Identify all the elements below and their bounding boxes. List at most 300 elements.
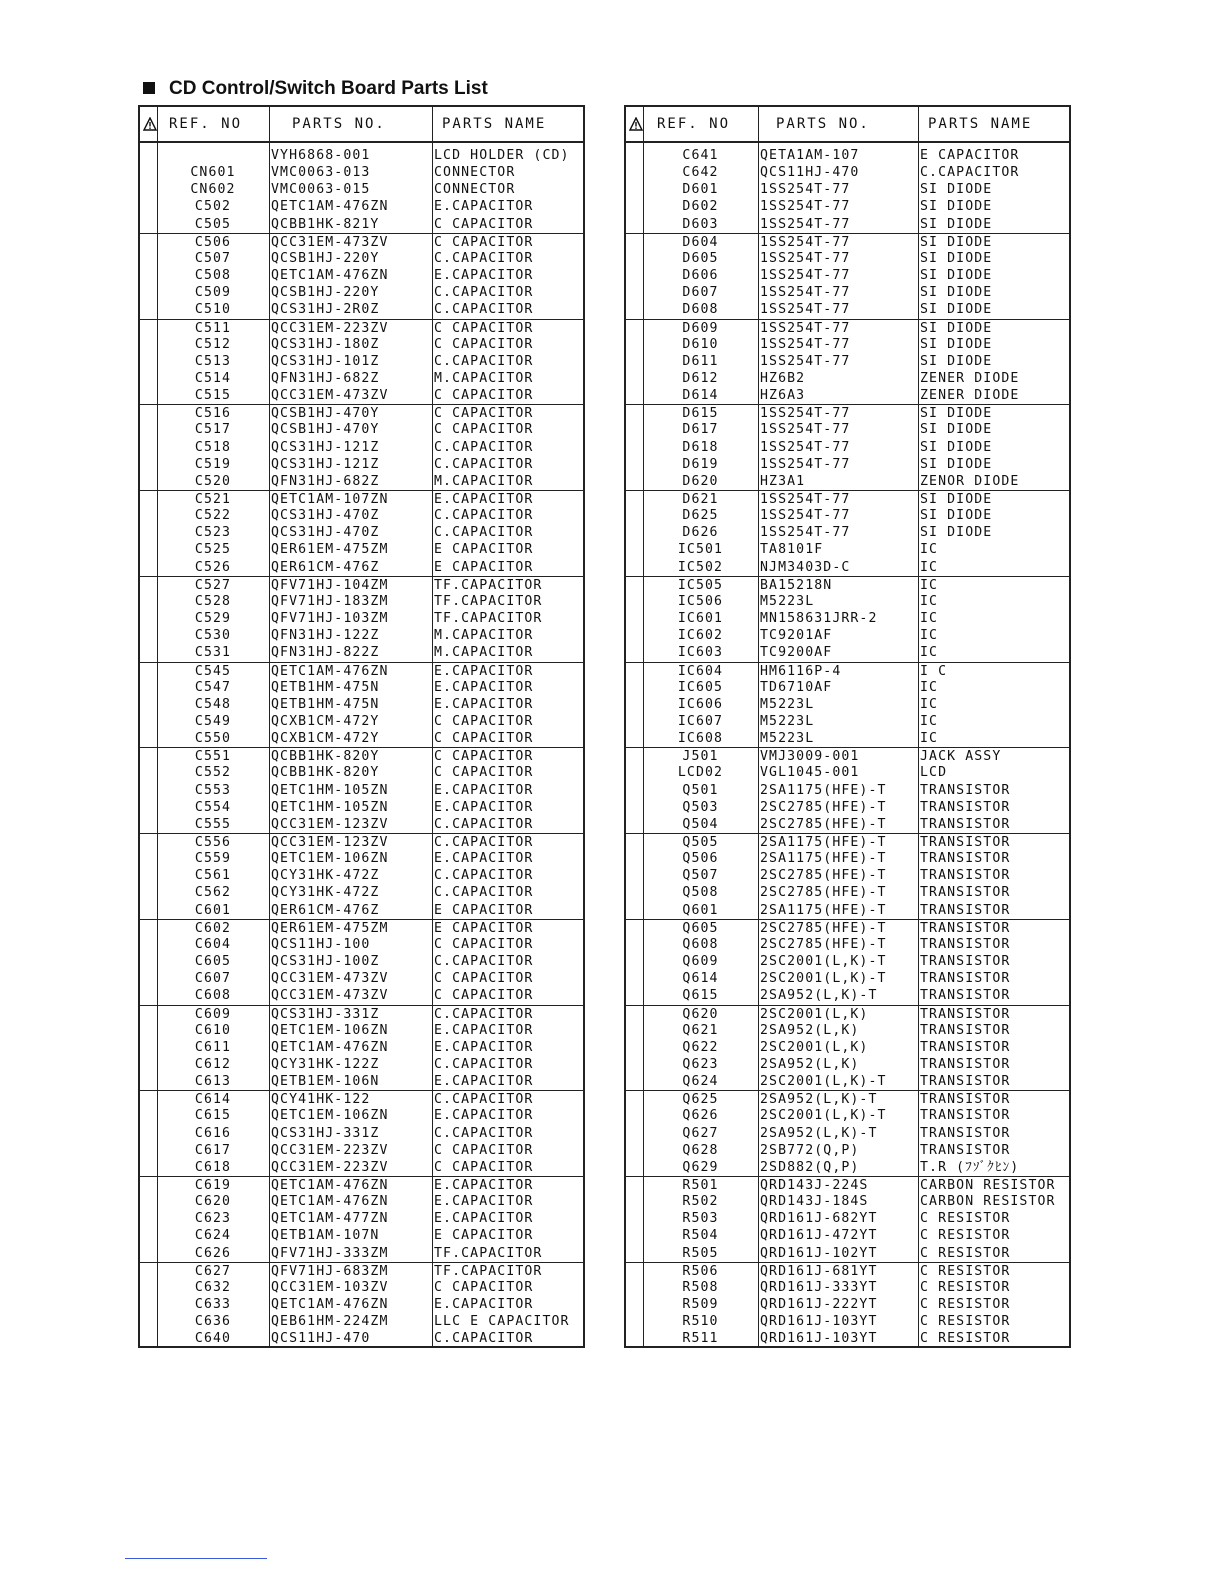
ref-no-cell: C607 [194,971,232,987]
parts-no-cell: QCC31EM-123ZV [271,835,389,850]
parts-name-cell: SI DIODE [920,216,993,232]
parts-no-cell: 1SS254T-77 [760,456,851,472]
parts-no-cell: 1SS254T-77 [760,285,851,301]
parts-no-cell: HM6116P-4 [760,663,842,679]
parts-no-cell: QETC1AM-476ZN [271,1297,389,1313]
parts-no-cell: 2SC2001(L,K)-T [760,1074,887,1090]
parts-no-cell: QCY41HK-122 [271,1092,371,1108]
table-row [626,1022,1069,1039]
parts-name-cell: IC [920,559,939,575]
table-row [626,833,1069,851]
table-row [626,782,1069,799]
table-row [626,902,1069,919]
parts-no-cell: 2SA952(L,K) [760,1056,860,1072]
ref-no-cell: C553 [194,782,232,798]
table-header [626,107,1069,143]
parts-name-cell: C.CAPACITOR [434,868,534,884]
parts-name-cell: SI DIODE [920,250,993,266]
ref-no-cell: R508 [682,1279,719,1295]
parts-no-cell: QRD161J-103YT [760,1331,878,1347]
parts-no-cell: M5223L [760,713,815,729]
ref-no-cell: C640 [194,1331,232,1347]
table-row [140,1245,583,1262]
ref-no-cell: C604 [194,936,232,952]
parts-name-cell: C CAPACITOR [434,1279,534,1295]
parts-name-cell: C CAPACITOR [434,936,534,952]
table-row [626,1296,1069,1313]
parts-no-cell: QETC1EM-106ZN [271,1022,389,1038]
parts-no-cell: 2SC2001(L,K) [760,1039,869,1055]
parts-name-cell: TF.CAPACITOR [434,593,543,609]
parts-no-cell: VMC0063-013 [271,165,371,181]
ref-no-cell: D612 [682,370,719,386]
ref-no-cell: R510 [682,1314,719,1330]
parts-name-cell: TRANSISTOR [920,988,1011,1004]
ref-no-cell: R505 [682,1245,719,1261]
parts-no-cell: 2SA1175(HFE)-T [760,902,887,918]
header-parts-no: PARTS NO. [776,116,870,132]
parts-no-cell: QCS31HJ-331Z [271,1006,380,1022]
parts-name-cell: TRANSISTOR [920,782,1011,798]
parts-name-cell: E.CAPACITOR [434,799,534,815]
parts-name-cell: IC [920,611,939,627]
ref-no-cell: IC502 [677,559,724,575]
table-row [626,884,1069,901]
ref-no-cell: C530 [194,628,232,644]
table-row [626,404,1069,422]
table-row [140,1039,583,1056]
parts-no-cell: QCC31EM-473ZV [271,388,389,404]
table-row [626,1210,1069,1227]
table-row [626,1279,1069,1296]
parts-name-cell: C RESISTOR [920,1297,1011,1313]
table-row [626,559,1069,576]
parts-no-cell: QCY31HK-472Z [271,885,380,901]
table-row [626,353,1069,370]
parts-name-cell: C.CAPACITOR [434,525,534,541]
ref-no-cell: CN601 [190,165,236,181]
table-row [626,181,1069,198]
table-row [626,421,1069,438]
parts-no-cell: 1SS254T-77 [760,250,851,266]
parts-name-cell: C CAPACITOR [434,1159,534,1175]
ref-no-cell: IC605 [677,679,724,695]
ref-no-cell: D601 [682,182,719,198]
ref-no-cell: C531 [194,645,232,661]
parts-no-cell: QER61CM-476Z [271,902,380,918]
parts-no-cell: HZ3A1 [760,473,806,489]
table-row [140,833,583,851]
bullet-square-icon [143,82,155,94]
ref-no-cell: C509 [194,285,232,301]
parts-name-cell: TRANSISTOR [920,902,1011,918]
table-row [626,867,1069,884]
parts-no-cell: TC9201AF [760,628,833,644]
parts-name-cell: M.CAPACITOR [434,370,534,386]
ref-no-cell: D607 [682,285,719,301]
table-row [626,970,1069,987]
parts-no-cell: QCC31EM-473ZV [271,234,389,250]
table-row [140,473,583,490]
parts-no-cell: M5223L [760,593,815,609]
table-row [140,164,583,181]
table-row [140,336,583,353]
ref-no-cell: C602 [194,920,232,936]
ref-no-cell: Q506 [682,851,719,867]
table-row [626,233,1069,251]
table-row [626,610,1069,627]
parts-name-cell: C.CAPACITOR [434,1331,534,1347]
table-row [140,1090,583,1108]
parts-name-cell: SI DIODE [920,199,993,215]
table-row [626,747,1069,765]
table-row [140,884,583,901]
table-row [140,576,583,594]
parts-no-cell: QCS11HJ-470 [271,1331,371,1347]
ref-no-cell: R509 [682,1297,719,1313]
table-header [140,107,583,143]
ref-no-cell: C554 [194,799,232,815]
parts-no-cell: QER61CM-476Z [271,559,380,575]
parts-no-cell: QCSB1HJ-220Y [271,285,380,301]
ref-no-cell: D615 [682,406,719,422]
table-row [140,267,583,284]
parts-no-cell: VMJ3009-001 [760,749,860,765]
parts-name-cell: IC [920,628,939,644]
parts-name-cell: E CAPACITOR [434,559,534,575]
parts-name-cell: T.R (ﾌｿﾞｸﾋﾝ) [920,1159,1020,1175]
ref-no-cell: C529 [194,611,232,627]
parts-no-cell: 2SC2001(L,K)-T [760,954,887,970]
parts-name-cell: TRANSISTOR [920,954,1011,970]
parts-name-cell: TRANSISTOR [920,851,1011,867]
parts-no-cell: 1SS254T-77 [760,508,851,524]
ref-no-cell: Q622 [682,1039,719,1055]
parts-name-cell: E CAPACITOR [434,920,534,936]
table-row [140,593,583,610]
parts-name-cell: M.CAPACITOR [434,645,534,661]
table-row [140,1296,583,1313]
ref-no-cell: Q623 [682,1056,719,1072]
ref-no-cell: C627 [194,1263,232,1279]
ref-no-cell: D603 [682,216,719,232]
table-row [626,713,1069,730]
ref-no-cell: Q620 [682,1006,719,1022]
ref-no-cell: C609 [194,1006,232,1022]
ref-no-cell: Q601 [682,902,719,918]
parts-no-cell: MN158631JRR-2 [760,611,878,627]
table-row [140,627,583,644]
parts-name-cell: LCD [920,765,948,781]
ref-no-cell: R511 [682,1331,719,1347]
parts-name-cell: SI DIODE [920,182,993,198]
ref-no-cell: C612 [194,1056,232,1072]
table-row [140,713,583,730]
table-row [140,610,583,627]
parts-name-cell: SI DIODE [920,268,993,284]
parts-no-cell: QCSB1HJ-470Y [271,406,380,422]
table-row [140,507,583,524]
ref-no-cell: C516 [194,406,232,422]
ref-no-cell: IC602 [677,628,724,644]
parts-name-cell: IC [920,577,939,593]
ref-no-cell: C632 [194,1279,232,1295]
header-parts-no: PARTS NO. [292,116,386,132]
table-row [626,284,1069,301]
table-row [140,456,583,473]
parts-no-cell: QETC1AM-107ZN [271,492,389,507]
table-row [140,782,583,799]
table-row [626,319,1069,337]
parts-name-cell: SI DIODE [920,525,993,541]
parts-name-cell: C.CAPACITOR [434,456,534,472]
parts-no-cell: 1SS254T-77 [760,268,851,284]
parts-no-cell: 1SS254T-77 [760,422,851,438]
parts-no-cell: QCS31HJ-180Z [271,336,380,352]
parts-no-cell: QRD161J-103YT [760,1314,878,1330]
table-row [626,1313,1069,1330]
table-row [140,1107,583,1124]
parts-no-cell: QFV71HJ-333ZM [271,1245,389,1261]
table-row [140,1227,583,1244]
parts-name-cell: C CAPACITOR [434,422,534,438]
table-row [626,198,1069,215]
page-title-text: CD Control/Switch Board Parts List [169,78,488,99]
parts-no-cell: QETA1AM-107 [760,148,860,163]
parts-no-cell: NJM3403D-C [760,559,851,575]
table-row [140,301,583,318]
ref-no-cell: C633 [194,1297,232,1313]
ref-no-cell: C614 [194,1092,232,1108]
parts-no-cell: 2SA1175(HFE)-T [760,782,887,798]
table-row [626,216,1069,233]
parts-name-cell: IC [920,645,939,661]
parts-name-cell: C.CAPACITOR [920,165,1020,181]
parts-name-cell: C.CAPACITOR [434,508,534,524]
table-row [626,576,1069,594]
ref-no-cell: Q624 [682,1074,719,1090]
parts-no-cell: QCS31HJ-121Z [271,439,380,455]
parts-name-cell: C.CAPACITOR [434,885,534,901]
ref-no-cell: Q615 [682,988,719,1004]
table-row [140,181,583,198]
parts-name-cell: CARBON RESISTOR [920,1194,1056,1210]
parts-name-cell: TRANSISTOR [920,971,1011,987]
ref-no-cell: C615 [194,1108,232,1124]
ref-no-cell: C551 [194,749,232,765]
parts-no-cell: 2SA952(L,K)-T [760,988,878,1004]
ref-no-cell: IC505 [677,577,724,593]
parts-name-cell: TRANSISTOR [920,936,1011,952]
parts-name-cell: C CAPACITOR [434,320,534,336]
parts-name-cell: E.CAPACITOR [434,782,534,798]
parts-no-cell: QFN31HJ-682Z [271,473,380,489]
ref-no-cell: C519 [194,456,232,472]
parts-no-cell: 2SC2001(L,K) [760,1006,869,1022]
parts-name-cell: IC [920,542,939,558]
parts-no-cell: QETB1HM-475N [271,679,380,695]
parts-name-cell: C RESISTOR [920,1211,1011,1227]
parts-name-cell: C.CAPACITOR [434,439,534,455]
parts-no-cell: 2SA1175(HFE)-T [760,835,887,850]
ref-no-cell: C523 [194,525,232,541]
parts-no-cell: VGL1045-001 [760,765,860,781]
parts-name-cell: M.CAPACITOR [434,473,534,489]
table-row [140,970,583,987]
ref-no-cell: Q621 [682,1022,719,1038]
parts-no-cell: QETC1AM-476ZN [271,663,389,679]
parts-no-cell: QFV71HJ-683ZM [271,1263,389,1279]
table-row [626,1159,1069,1176]
ref-no-cell: Q503 [682,799,719,815]
ref-no-cell: C514 [194,370,232,386]
parts-no-cell: QETB1AM-107N [271,1228,380,1244]
parts-no-cell: QCS31HJ-331Z [271,1125,380,1141]
ref-no-cell: C605 [194,954,232,970]
parts-name-cell: JACK ASSY [920,749,1002,765]
parts-no-cell: 1SS254T-77 [760,302,851,318]
parts-name-cell: C RESISTOR [920,1263,1011,1279]
ref-no-cell: R501 [682,1178,719,1193]
table-row [626,147,1069,164]
ref-no-cell: C518 [194,439,232,455]
table-row [626,764,1069,781]
ref-no-cell: C548 [194,696,232,712]
parts-no-cell: QCC31EM-223ZV [271,320,389,336]
parts-name-cell: TRANSISTOR [920,1142,1011,1158]
table-row [626,267,1069,284]
parts-name-cell: E.CAPACITOR [434,492,534,507]
table-row [140,1313,583,1330]
parts-no-cell: QFV71HJ-183ZM [271,593,389,609]
ref-no-cell: C608 [194,988,232,1004]
ref-no-cell: C610 [194,1022,232,1038]
parts-name-cell: IC [920,731,939,747]
table-row [140,439,583,456]
ref-no-cell: C552 [194,765,232,781]
parts-name-cell: C CAPACITOR [434,749,534,765]
parts-no-cell: QETC1HM-105ZN [271,799,389,815]
parts-no-cell: 1SS254T-77 [760,525,851,541]
header-ref-no: REF. NO [169,116,243,132]
ref-no-cell: C511 [194,320,232,336]
parts-no-cell: 2SD882(Q,P) [760,1159,860,1175]
parts-no-cell: HZ6A3 [760,388,806,404]
parts-name-cell: C CAPACITOR [434,765,534,781]
ref-no-cell: C526 [194,559,232,575]
table-row [626,1073,1069,1090]
table-row [626,953,1069,970]
parts-name-cell: CARBON RESISTOR [920,1178,1056,1193]
table-row [626,987,1069,1004]
ref-no-cell: C559 [194,851,232,867]
parts-name-cell: C RESISTOR [920,1228,1011,1244]
parts-name-cell: SI DIODE [920,336,993,352]
parts-name-cell: TRANSISTOR [920,1092,1011,1108]
parts-no-cell: QETB1HM-475N [271,696,380,712]
parts-no-cell: 2SA952(L,K)-T [760,1092,878,1108]
parts-no-cell: TC9200AF [760,645,833,661]
ref-no-cell: Q504 [682,816,719,832]
ref-no-cell: Q505 [682,835,719,850]
ref-no-cell: R504 [682,1228,719,1244]
parts-name-cell: C CAPACITOR [434,234,534,250]
ref-no-cell: D618 [682,439,719,455]
table-row [626,473,1069,490]
parts-name-cell: C.CAPACITOR [434,1092,534,1108]
parts-name-cell: TRANSISTOR [920,885,1011,901]
header-parts-name: PARTS NAME [442,116,547,132]
ref-no-cell: Q508 [682,885,719,901]
table-row [626,301,1069,318]
ref-no-cell: C512 [194,336,232,352]
parts-name-cell: C RESISTOR [920,1331,1011,1347]
warning-triangle-icon [143,117,157,131]
ref-no-cell: D609 [682,320,719,336]
parts-no-cell: QCC31EM-223ZV [271,1142,389,1158]
ref-no-cell: LCD02 [677,765,724,781]
parts-name-cell: TRANSISTOR [920,835,1011,850]
parts-name-cell: C.CAPACITOR [434,1006,534,1022]
parts-name-cell: CONNECTOR [434,165,516,181]
parts-no-cell: QCC31EM-103ZV [271,1279,389,1295]
parts-name-cell: C.CAPACITOR [434,353,534,369]
parts-name-cell: TRANSISTOR [920,1125,1011,1141]
table-row [140,490,583,508]
table-row [140,850,583,867]
parts-name-cell: TRANSISTOR [920,816,1011,832]
table-row [626,370,1069,387]
parts-name-cell: C.CAPACITOR [434,954,534,970]
parts-no-cell: QCBB1HK-820Y [271,765,380,781]
table-row [626,1330,1069,1347]
parts-name-cell: E.CAPACITOR [434,1039,534,1055]
ref-no-cell: R506 [682,1263,719,1279]
parts-no-cell: QRD161J-682YT [760,1211,878,1227]
parts-name-cell: ZENER DIODE [920,370,1020,386]
parts-no-cell: QRD143J-224S [760,1178,869,1193]
table-row [140,404,583,422]
parts-name-cell: E.CAPACITOR [434,663,534,679]
parts-no-cell: QETC1AM-476ZN [271,268,389,284]
parts-no-cell: VYH6868-001 [271,148,371,163]
ref-no-cell: D617 [682,422,719,438]
ref-no-cell: C525 [194,542,232,558]
parts-name-cell: C CAPACITOR [434,988,534,1004]
table-row [140,987,583,1004]
parts-name-cell: TRANSISTOR [920,1022,1011,1038]
table-row [626,524,1069,541]
ref-no-cell: Q501 [682,782,719,798]
parts-no-cell: QETC1AM-477ZN [271,1211,389,1227]
ref-no-cell: D614 [682,388,719,404]
parts-no-cell: QCXB1CM-472Y [271,731,380,747]
ref-no-cell: C502 [194,199,232,215]
table-row [626,387,1069,404]
parts-name-cell: C CAPACITOR [434,971,534,987]
parts-no-cell: TA8101F [760,542,824,558]
parts-name-cell: C.CAPACITOR [434,250,534,266]
ref-no-cell: Q628 [682,1142,719,1158]
ref-no-cell: D604 [682,234,719,250]
parts-no-cell: QFV71HJ-104ZM [271,577,389,593]
parts-no-cell: M5223L [760,731,815,747]
ref-no-cell: D619 [682,456,719,472]
parts-name-cell: E.CAPACITOR [434,1178,534,1193]
parts-no-cell: QRD161J-102YT [760,1245,878,1261]
parts-no-cell: QEB61HM-224ZM [271,1314,389,1330]
page-title [143,78,488,100]
